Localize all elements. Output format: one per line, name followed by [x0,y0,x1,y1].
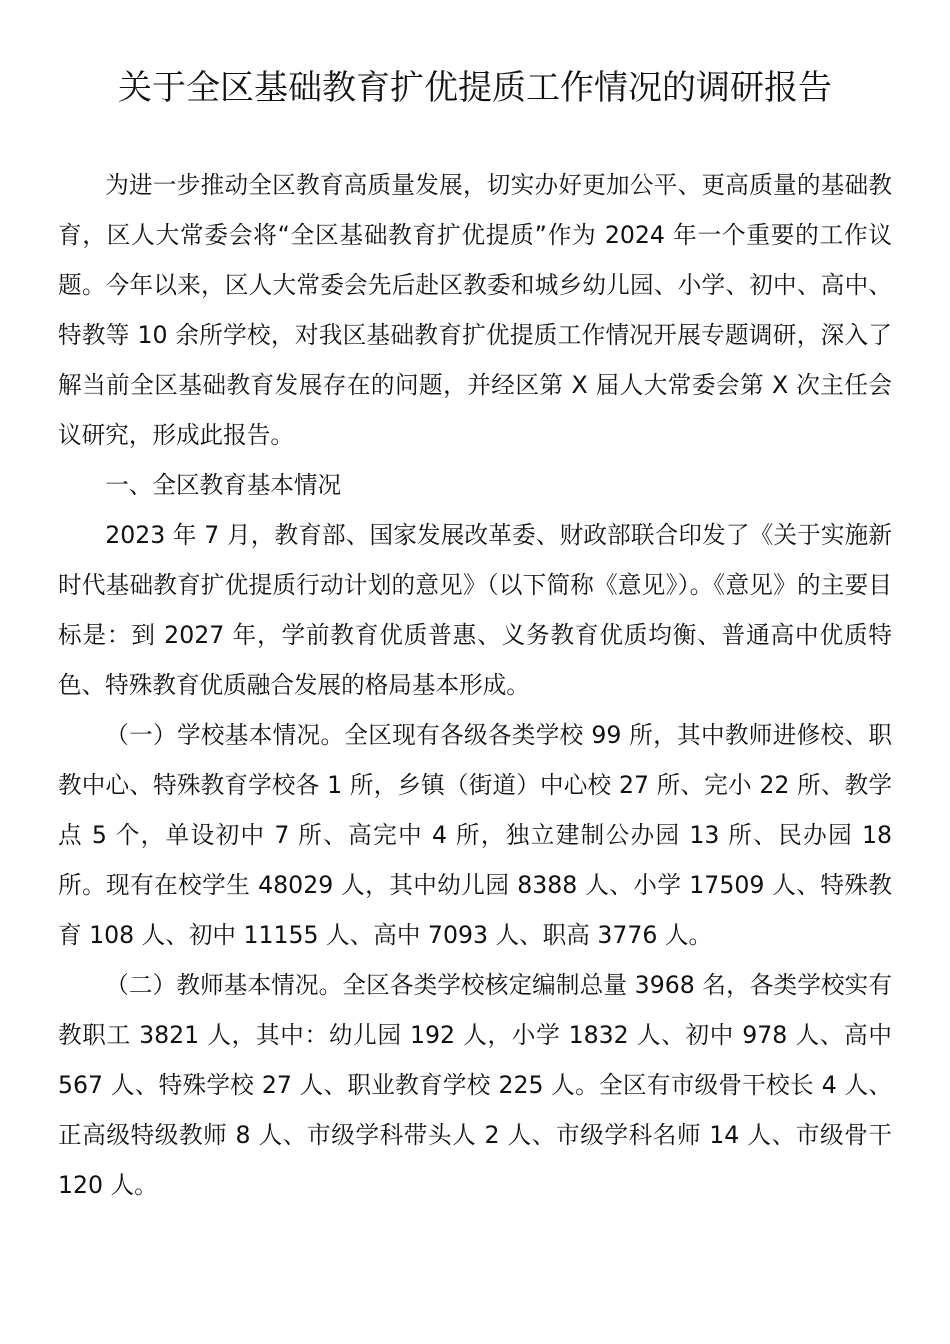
intro-paragraph: 为进一步推动全区教育高质量发展，切实办好更加公平、更高质量的基础教育，区人大常委会将“全区基础教育扩优提质”作为 2024 年一个重要的工作议题。今年以来，区人大常委会先后赴区教委和城乡幼儿园、小学、初中、高中、特教等 10 余所学校，对我区基础教育扩优提质工作情况开展专题调研，深入了解当前全区基础教育发展存在的问题，并经区第 X 届人大常委会第 X 次主任会议研究，形成此报告。 [58,171,892,449]
schools-paragraph: （一）学校基本情况。全区现有各级各类学校 99 所，其中教师进修校、职教中心、特殊教育学校各 1 所，乡镇（街道）中心校 27 所、完小 22 所、教学点 5 个，单设初中 7 所、高完中 4 所，独立建制公办园 13 所、民办园 18 所。现有在校学生 48029 人，其中幼儿园 8388 人、小学 17509 人、特殊教育 108 人、初中 11155 人、高中 7093 人、职高 3776 人。 [58,721,892,949]
document-body [58,160,892,1210]
teachers-paragraph: （二）教师基本情况。全区各类学校核定编制总量 3968 名，各类学校实有教职工 3821 人，其中：幼儿园 192 人，小学 1832 人、初中 978 人、高中 567 人、特殊学校 27 人、职业教育学校 225 人。全区有市级骨干校长 4 人、正高级特级教师 8 人、市级学科带头人 2 人、市级学科名师 14 人、市级骨干 120 人。 [58,971,892,1199]
document-title: 关于全区基础教育扩优提质工作情况的调研报告 [118,68,832,108]
section-1-heading: 一、全区教育基本情况 [105,471,342,499]
section-1-paragraph: 2023 年 7 月，教育部、国家发展改革委、财政部联合印发了《关于实施新时代基础教育扩优提质行动计划的意见》（以下简称《意见》）。《意见》的主要目标是：到 2027 年，学前教育优质普惠、义务教育优质均衡、普通高中优质特色、特殊教育优质融合发展的格局基本形成。 [58,521,892,699]
